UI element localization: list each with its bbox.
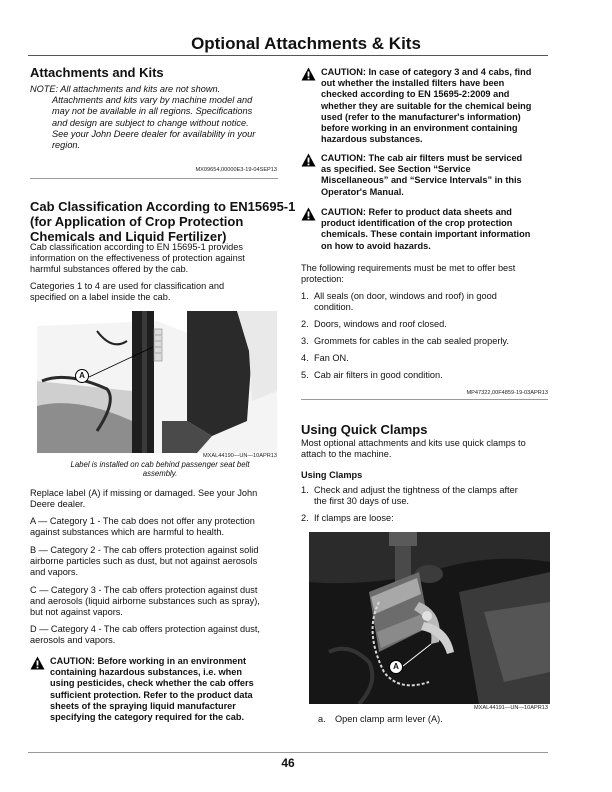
list-item — [301, 353, 556, 365]
clamp-photo — [309, 532, 550, 704]
note-line: NOTE: All attachments and kits are not shown. — [30, 84, 221, 94]
quick-clamps-heading: Using Quick Clamps — [301, 422, 428, 437]
list-item — [301, 513, 556, 525]
attachments-heading: Attachments and Kits — [30, 65, 164, 80]
text-line: Cab classification according to EN 15695-1 provides — [30, 242, 243, 252]
using-clamps-subheading: Using Clamps — [301, 470, 363, 480]
caution-line: sheets of the spraying liquid manufacturer — [50, 700, 236, 711]
caution-line: CAUTION: Refer to product data sheets and — [321, 207, 512, 217]
list-number: 2. — [301, 513, 309, 523]
text-line: B — Category 2 - The cab offers protection against solid — [30, 545, 259, 555]
caution-line: used (refer to the manufacturer's information) — [321, 111, 521, 122]
text-line: A — Category 1 - The cab does not offer any protection — [30, 516, 255, 526]
filters-caution-text — [321, 67, 556, 145]
text-line: information on the effectiveness of protection against — [30, 253, 245, 264]
caption-line: Label is installed on cab behind passenger seat belt — [70, 460, 250, 469]
list-text: Open clamp arm lever (A). — [335, 714, 443, 724]
text-line: protection: — [301, 274, 344, 285]
text-line: but not against vapors. — [30, 607, 123, 618]
footer-rule — [28, 752, 548, 753]
heading-line: Cab Classification According to EN15695-1 — [30, 199, 296, 214]
caution-line: specifying the category required for the cab. — [50, 712, 245, 723]
text-line: against substances which are harmful to health. — [30, 527, 225, 538]
replace-label-paragraph — [30, 488, 290, 510]
page-title: Optional Attachments & Kits — [191, 34, 421, 53]
caution-line: out whether the installed filters have been — [321, 78, 505, 89]
text-line: the first 30 days of use. — [314, 496, 409, 507]
hazard-caution-text — [50, 656, 295, 723]
caution-line: as specified. See Section “Service — [321, 164, 471, 175]
list-number: 1. — [301, 291, 309, 301]
caution-line: chemicals. These contain important information — [321, 229, 531, 240]
text-line: and aerosols (liquid airborne substances such as spray), — [30, 596, 260, 607]
page-number: 46 — [281, 756, 295, 770]
warning-triangle-icon — [30, 656, 45, 670]
caution-line: on how to avoid hazards. — [321, 240, 431, 251]
air-filter-caution-text — [321, 153, 556, 198]
caution-line: before working in an environment containing — [321, 123, 518, 134]
caution-line: CAUTION: In case of category 3 and 4 cabs, find — [321, 67, 532, 77]
quick-clamp-illustration — [309, 532, 550, 704]
list-item — [301, 291, 556, 315]
text-line: Most optional attachments and kits use quick clamps to — [301, 438, 526, 448]
caution-line: Miscellaneous” and “Service Intervals” in this — [321, 175, 522, 186]
caution-line: containing hazardous substances, i.e. when — [50, 667, 242, 678]
note-line: Attachments and kits vary by machine model and — [52, 95, 253, 106]
list-number: 1. — [301, 485, 309, 495]
list-text: Fan ON. — [314, 353, 349, 363]
caution-line: sufficient protection. Refer to the product data — [50, 689, 253, 700]
cab-label-photo — [37, 311, 277, 453]
note-line: and design are subject to change without notice. — [52, 117, 249, 128]
list-text: Doors, windows and roof closed. — [314, 319, 447, 329]
cab-classification-heading — [30, 199, 300, 244]
list-text: If clamps are loose: — [314, 513, 394, 523]
list-item — [301, 370, 556, 382]
callout-a-marker: A — [75, 369, 89, 383]
list-text: Cab air filters in good condition. — [314, 370, 443, 380]
callout-a-marker: A — [389, 660, 403, 674]
text-line: Categories 1 to 4 are used for classification and — [30, 281, 225, 291]
data-sheets-caution-text — [321, 207, 556, 252]
list-text — [314, 485, 518, 507]
caution-line: CAUTION: Before working in an environment — [50, 656, 247, 666]
list-number: 2. — [301, 319, 309, 329]
category-a-paragraph — [30, 516, 292, 538]
attachments-ref: MX09654,00000E3-19-04SEP13 — [195, 167, 277, 173]
note-line: See your John Deere dealer for availability in your — [52, 128, 256, 139]
text-line: aerosols and vapors. — [30, 635, 116, 646]
category-b-paragraph — [30, 545, 292, 579]
requirements-ref: MP47322,00F4859-19-03APR13 — [466, 390, 548, 396]
heading-line: Chemicals and Liquid Fertilizer) — [30, 229, 227, 244]
text-line: harmful substances offered by the cab. — [30, 264, 189, 275]
cab-interior-illustration — [37, 311, 277, 453]
text-line: specified on a label inside the cab. — [30, 292, 171, 303]
list-item — [301, 485, 556, 509]
attachments-note — [30, 84, 290, 151]
warning-triangle-icon — [301, 207, 316, 221]
text-line: The following requirements must be met to offer best — [301, 263, 516, 273]
text-line: attach to the machine. — [301, 449, 392, 460]
caution-line: CAUTION: The cab air filters must be serviced — [321, 153, 523, 163]
cab-intro-paragraph — [30, 242, 290, 276]
list-number: 3. — [301, 336, 309, 346]
caution-line: using pesticides, check whether the cab offers — [50, 678, 254, 689]
requirements-intro — [301, 263, 556, 285]
section-rule — [301, 399, 548, 400]
cab-image-caption — [30, 460, 290, 478]
note-line: may not be available in all regions. Specifications — [52, 106, 253, 117]
list-item — [301, 336, 556, 348]
heading-line: (for Application of Crop Protection — [30, 214, 244, 229]
text-line: condition. — [314, 302, 354, 313]
list-number: a. — [318, 714, 326, 724]
cab-image-ref: MXAL44190—UN—10APR13 — [203, 453, 277, 459]
list-item — [318, 714, 558, 726]
list-number: 4. — [301, 353, 309, 363]
list-text — [314, 291, 497, 313]
warning-triangle-icon — [301, 153, 316, 167]
caution-line: whether they are suitable for the chemical being — [321, 100, 532, 111]
text-line: Deere dealer. — [30, 499, 86, 510]
note-line: region. — [52, 140, 81, 151]
quick-clamps-intro — [301, 438, 561, 460]
category-c-paragraph — [30, 585, 292, 619]
caution-line: hazardous substances. — [321, 134, 423, 145]
text-line: D — Category 4 - The cab offers protection against dust, — [30, 624, 260, 634]
category-d-paragraph — [30, 624, 292, 646]
text-line: airborne particles such as dust, but not against aerosols — [30, 556, 258, 567]
text-line: All seals (on door, windows and roof) in good — [314, 291, 497, 301]
cab-categories-paragraph — [30, 281, 290, 303]
text-line: C — Category 3 - The cab offers protection against dust — [30, 585, 258, 595]
text-line: and vapors. — [30, 567, 79, 578]
caption-line: assembly. — [142, 469, 178, 478]
warning-triangle-icon — [301, 67, 316, 81]
list-text: Grommets for cables in the cab sealed properly. — [314, 336, 509, 346]
text-line: Check and adjust the tightness of the clamps after — [314, 485, 518, 495]
caution-line: Operator's Manual. — [321, 186, 404, 197]
header-rule — [28, 55, 548, 56]
clamp-image-ref: MXAL44191—UN—10APR13 — [474, 705, 548, 711]
caution-line: product identification of the crop protection — [321, 218, 513, 229]
list-item — [301, 319, 556, 331]
caution-line: checked according to EN 15695-2:2009 and — [321, 89, 510, 100]
section-rule — [30, 178, 278, 179]
list-number: 5. — [301, 370, 309, 380]
text-line: Replace label (A) if missing or damaged. See your John — [30, 488, 258, 498]
